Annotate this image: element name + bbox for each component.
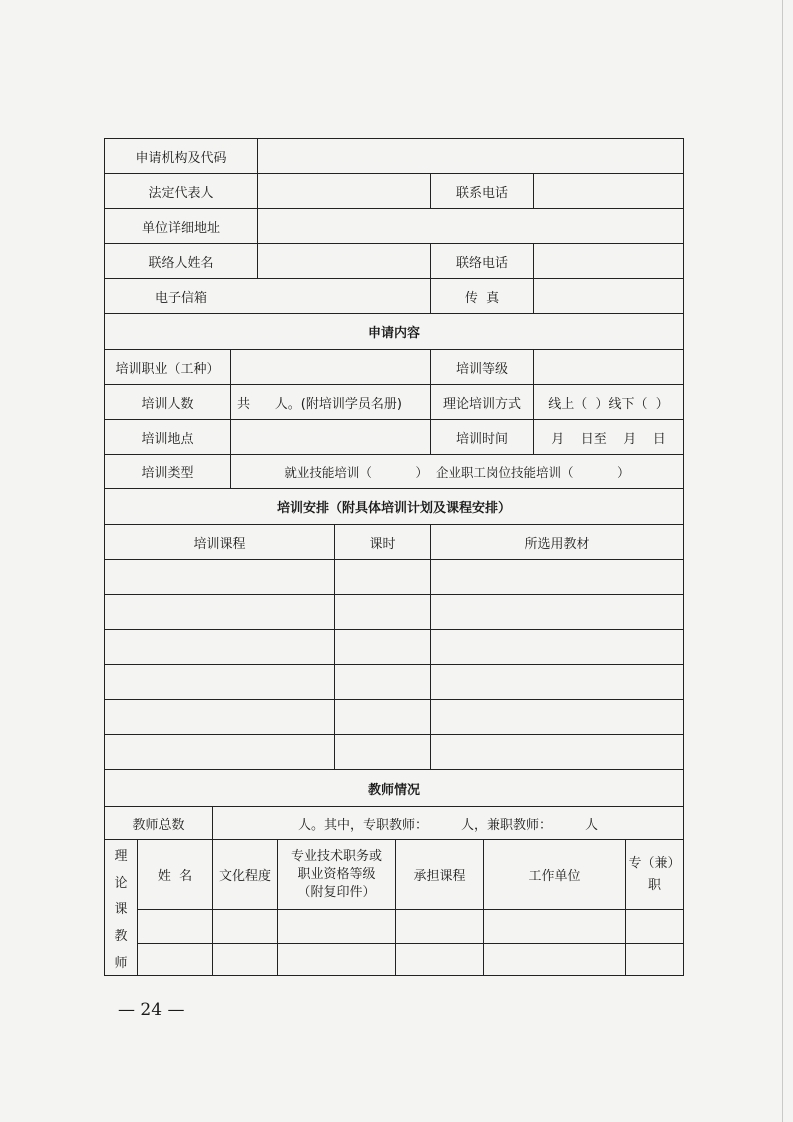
contact-name-field[interactable] <box>258 244 430 278</box>
course-header: 培训课程 <box>193 536 246 552</box>
col-fulltime-line: 专（兼） <box>628 855 681 871</box>
col-edu-header: 文化程度 <box>218 869 271 884</box>
hours-header: 课时 <box>369 536 396 552</box>
contact-name-label: 联络人姓名 <box>148 255 214 271</box>
application-form <box>104 138 684 976</box>
email-label: 电子信箱 <box>154 290 207 306</box>
vertical-char: 课 <box>114 902 128 918</box>
teacher-total-field[interactable]: 人。其中，专职教师： 人，兼职教师： 人 <box>297 817 599 833</box>
occupation-field[interactable] <box>231 350 430 384</box>
address-field[interactable] <box>258 209 683 243</box>
row-divider <box>137 909 683 910</box>
row-divider <box>105 734 683 735</box>
count-field[interactable]: 共 人。(附培训学员名册) <box>237 396 402 412</box>
org-field[interactable] <box>258 139 683 173</box>
col-title-header <box>278 840 395 909</box>
level-label: 培训等级 <box>455 361 508 377</box>
contact-phone-field[interactable] <box>534 174 683 208</box>
type-label: 培训类型 <box>141 466 194 481</box>
vertical-char: 论 <box>114 875 128 891</box>
vertical-char: 师 <box>114 956 128 972</box>
col-title-line: 职业资格等级 <box>297 866 376 882</box>
col-divider <box>430 524 431 769</box>
liaison-phone-field[interactable] <box>534 244 683 278</box>
row-divider <box>137 943 683 944</box>
legal-rep-field[interactable] <box>258 174 430 208</box>
occupation-label: 培训职业（工种） <box>115 361 220 377</box>
col-fulltime-line: 职 <box>647 877 661 893</box>
col-workplace-header: 工作单位 <box>528 869 581 884</box>
legal-rep-label: 法定代表人 <box>148 185 214 201</box>
section-teachers-title: 教师情况 <box>367 782 420 798</box>
row-divider <box>105 594 683 595</box>
fax-field[interactable] <box>534 279 683 313</box>
col-courses-header: 承担课程 <box>413 869 466 884</box>
col-divider <box>334 524 335 769</box>
level-field[interactable] <box>534 350 683 384</box>
theory-method-field[interactable]: 线上（ ）线下（ ） <box>548 396 669 412</box>
contact-phone-label: 联系电话 <box>455 185 508 201</box>
org-label: 申请机构及代码 <box>135 150 227 166</box>
col-fulltime-header <box>626 840 683 909</box>
col-name-header: 姓 名 <box>157 869 193 884</box>
theory-method-label: 理论培训方式 <box>442 396 521 412</box>
page-edge <box>782 0 783 1122</box>
row-divider <box>105 699 683 700</box>
teacher-total-label: 教师总数 <box>132 817 185 833</box>
theory-teacher-vertical-label <box>105 841 137 975</box>
section-schedule-title: 培训安排（附具体培训计划及课程安排） <box>276 501 511 516</box>
email-field[interactable] <box>258 279 430 313</box>
textbook-header: 所选用教材 <box>524 536 590 552</box>
liaison-phone-label: 联络电话 <box>455 255 508 271</box>
address-label: 单位详细地址 <box>141 220 220 236</box>
col-title-line: 专业技术职务或 <box>290 848 382 864</box>
fax-label: 传 真 <box>464 290 500 306</box>
type-field[interactable]: 就业技能培训（ ） 企业职工岗位技能培训（ ） <box>284 464 630 480</box>
time-field[interactable]: 月 日至 月 日 <box>551 431 666 447</box>
row-divider <box>105 629 683 630</box>
row-divider <box>105 559 683 560</box>
vertical-char: 教 <box>114 929 128 945</box>
page-number: — 24 — <box>118 1000 185 1020</box>
section-apply-title: 申请内容 <box>367 326 420 341</box>
time-label: 培训时间 <box>455 431 508 447</box>
col-title-line: （附复印件） <box>297 884 376 900</box>
location-label: 培训地点 <box>141 431 194 447</box>
row-divider <box>105 664 683 665</box>
count-label: 培训人数 <box>141 396 194 412</box>
vertical-char: 理 <box>114 848 128 864</box>
location-field[interactable] <box>231 420 430 454</box>
